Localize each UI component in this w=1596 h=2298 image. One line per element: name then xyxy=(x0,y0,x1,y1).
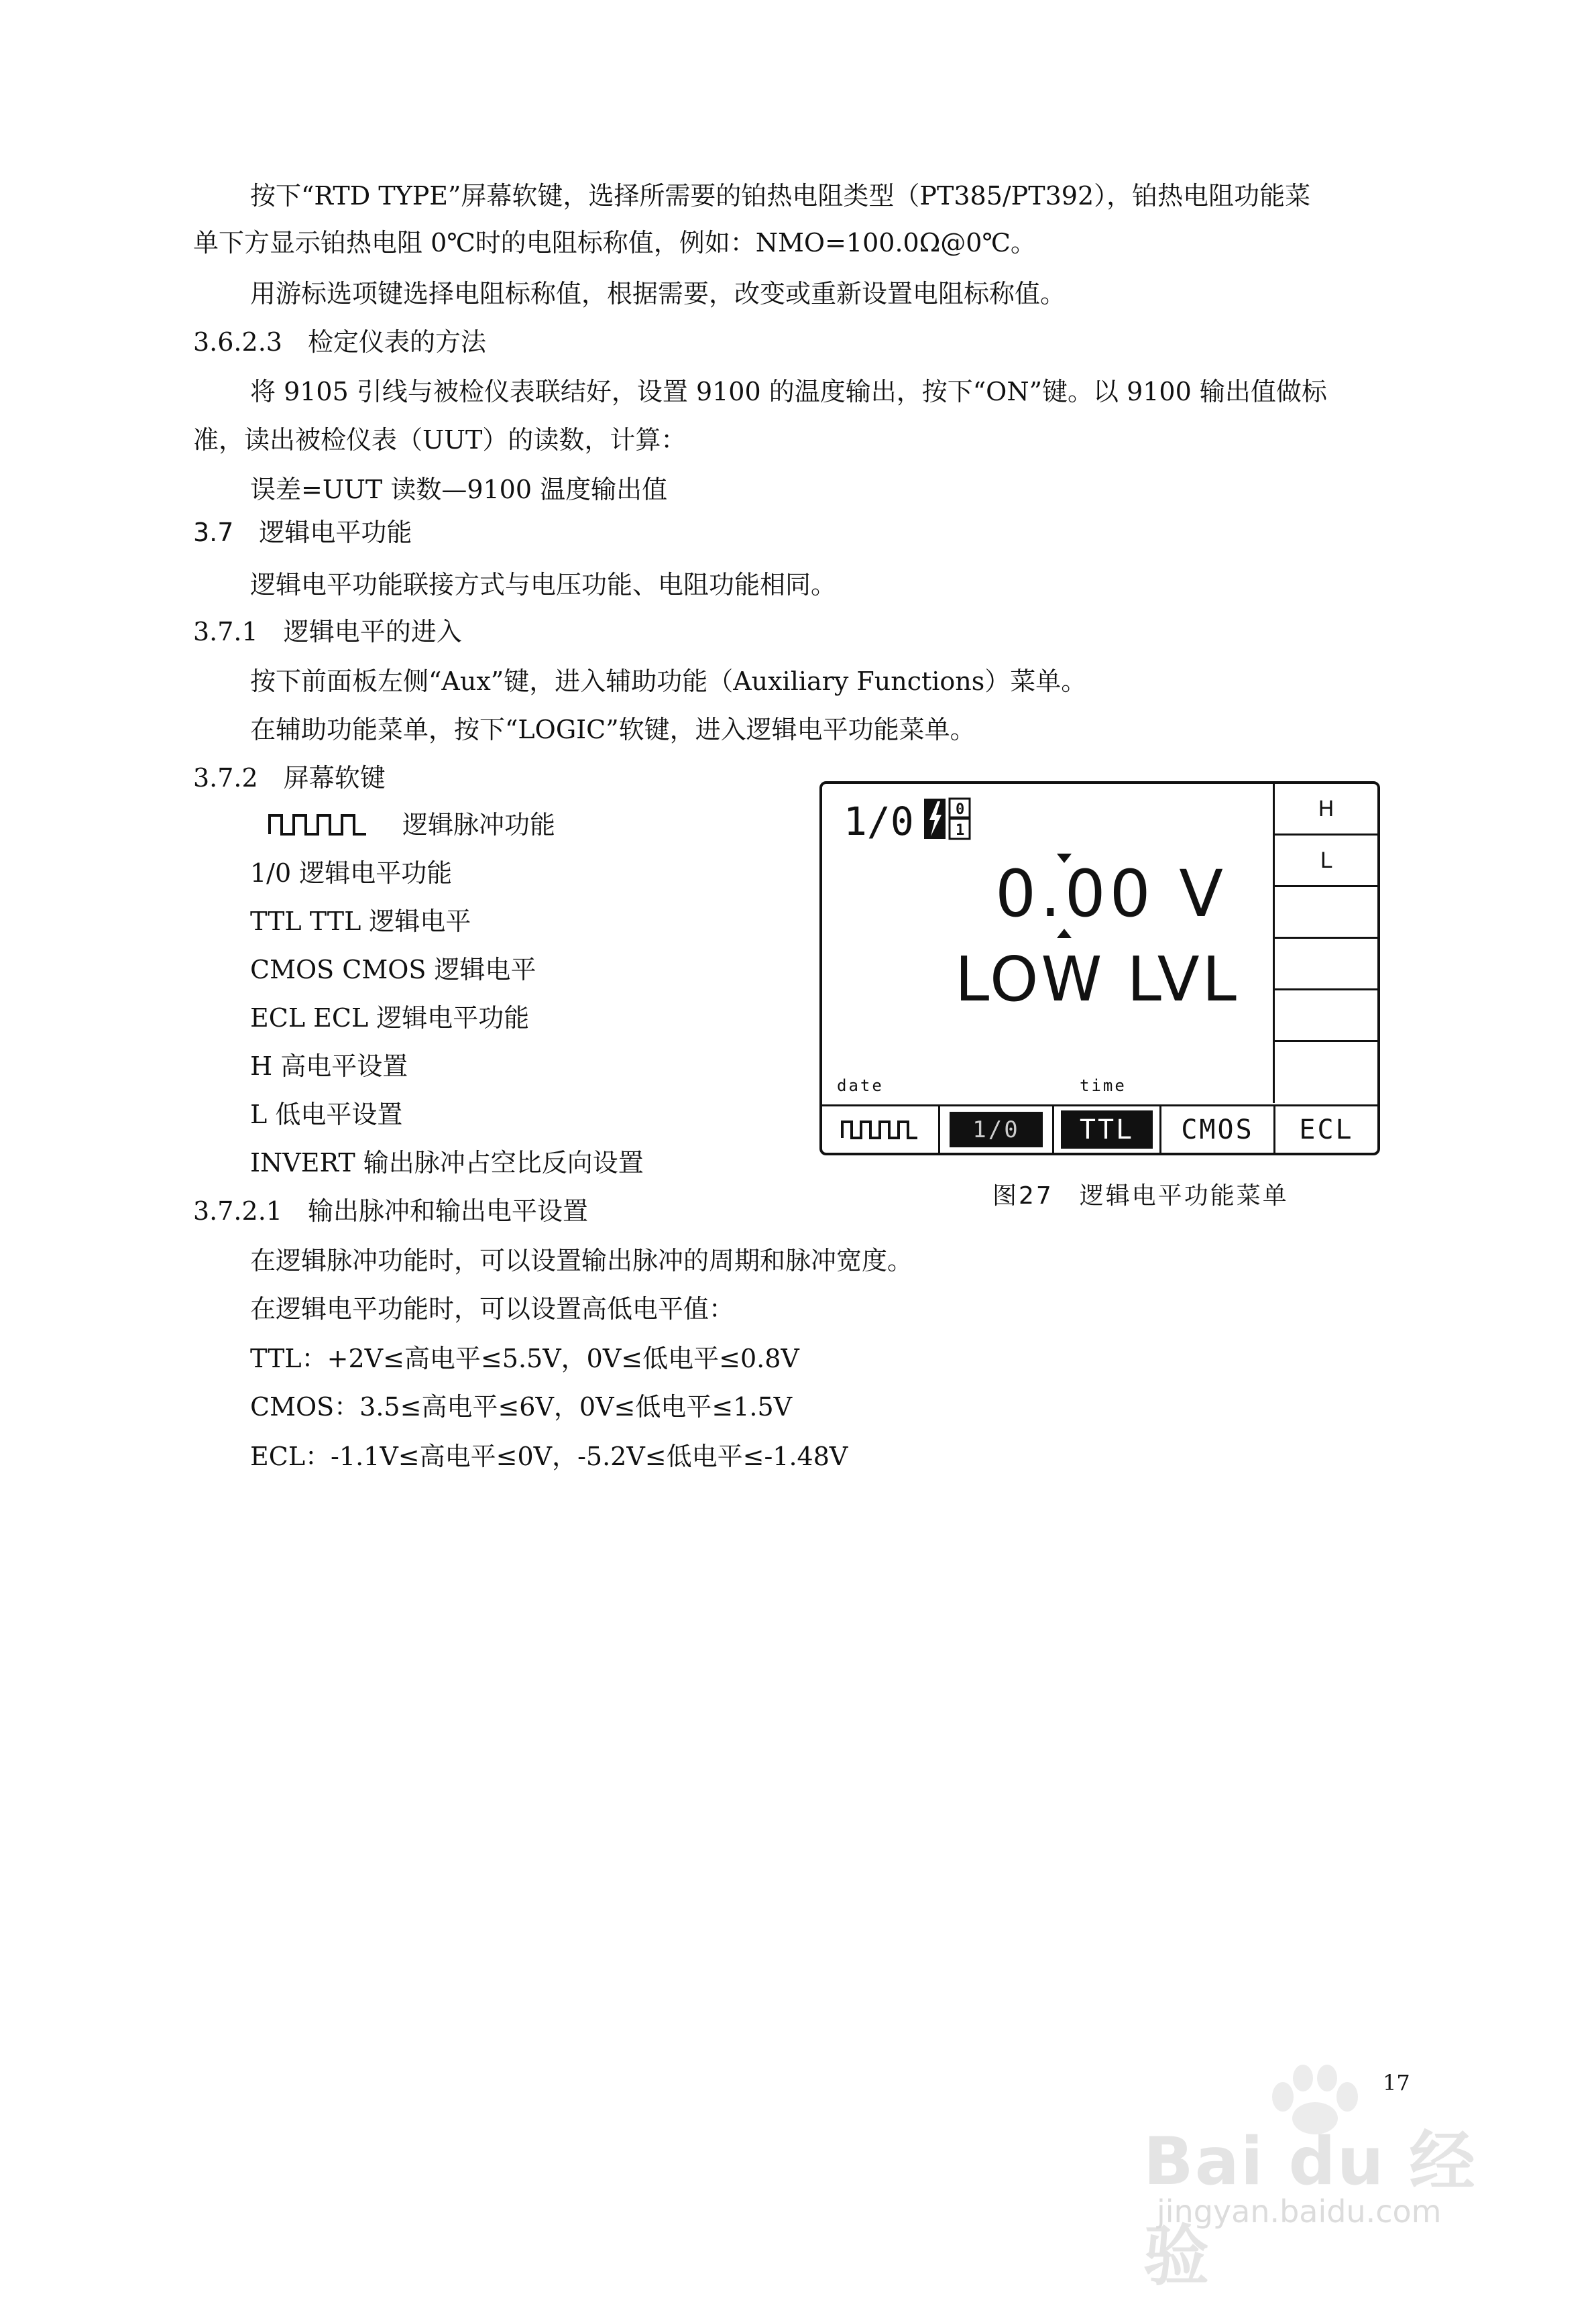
pulse-icon xyxy=(268,813,374,837)
softkey-desc-cmos: CMOS CMOS 逻辑电平 xyxy=(250,955,536,984)
softkey-desc-l: L 低电平设置 xyxy=(250,1100,403,1129)
softkey-desc-1-0: 1/0 逻辑电平功能 xyxy=(250,858,453,888)
softkey-ecl[interactable]: ECL xyxy=(1299,1114,1354,1145)
softkey-ttl-label: TTL xyxy=(1061,1110,1153,1149)
section-heading-3-7-2: 3.7.2 屏幕软键 xyxy=(193,763,386,793)
limits-ttl: TTL：+2V≤高电平≤5.5V，0V≤低电平≤0.8V xyxy=(250,1344,799,1373)
softkey-cmos[interactable]: CMOS xyxy=(1161,1106,1275,1153)
softkey-side-6[interactable] xyxy=(1275,1042,1377,1094)
output-reading: 0.00 V xyxy=(995,856,1227,931)
time-label: time xyxy=(1080,1076,1127,1095)
output-warning-icon xyxy=(923,797,972,842)
lcd-main-area xyxy=(822,784,1273,1104)
bottom-softkeys xyxy=(822,1104,1377,1153)
softkey-desc-h: H 高电平设置 xyxy=(250,1051,408,1081)
figure-caption: 图27 逻辑电平功能菜单 xyxy=(992,1182,1289,1210)
softkey-side-4[interactable] xyxy=(1275,939,1377,990)
softkey-pulse[interactable] xyxy=(822,1106,940,1153)
softkey-desc-ttl: TTL TTL 逻辑电平 xyxy=(250,907,471,936)
watermark-brand: Bai du 经验 xyxy=(1143,2124,1477,2295)
softkey-l[interactable]: L xyxy=(1275,836,1377,887)
body-line-23: 在逻辑脉冲功能时，可以设置输出脉冲的周期和脉冲宽度。 xyxy=(250,1246,913,1275)
date-label: date xyxy=(837,1076,884,1095)
level-status: LOW LVL xyxy=(955,943,1239,1015)
section-heading-3-6-2-3: 3.6.2.3 检定仪表的方法 xyxy=(193,327,486,357)
body-line-9: 逻辑电平功能联接方式与电压功能、电阻功能相同。 xyxy=(250,570,837,599)
pulse-icon xyxy=(841,1118,920,1142)
body-line-6: 准，读出被检仪表（UUT）的读数，计算： xyxy=(193,425,687,455)
section-heading-3-7-2-1: 3.7.2.1 输出脉冲和输出电平设置 xyxy=(193,1196,588,1226)
softkey-h[interactable]: H xyxy=(1275,784,1377,836)
softkey-1-0[interactable] xyxy=(940,1106,1054,1153)
softkey-side-3[interactable] xyxy=(1275,887,1377,939)
mode-indicator: 1/0 xyxy=(844,799,914,844)
body-line-12: 在辅助功能菜单，按下“LOGIC”软键，进入逻辑电平功能菜单。 xyxy=(250,715,976,744)
body-line-5: 将 9105 引线与被检仪表联结好，设置 9100 的温度输出，按下“ON”键。以 9100 输出值做标 xyxy=(250,377,1327,406)
body-line-7: 误差=UUT 读数—9100 温度输出值 xyxy=(250,475,668,504)
softkey-side-5[interactable] xyxy=(1275,990,1377,1042)
softkey-1-0-label: 1/0 xyxy=(950,1112,1043,1147)
body-line-2: 单下方显示铂热电阻 0℃时的电阻标称值，例如：NMO=100.0Ω@0℃。 xyxy=(193,228,1036,257)
softkey-desc-pulse: 逻辑脉冲功能 xyxy=(402,810,556,840)
body-line-11: 按下前面板左侧“Aux”键，进入辅助功能（Auxiliary Functions）菜单。 xyxy=(250,667,1087,696)
baidu-watermark xyxy=(1143,2062,1519,2295)
svg-text:0: 0 xyxy=(956,801,965,818)
lcd-display-figure xyxy=(819,781,1380,1155)
watermark-url: jingyan.baidu.com xyxy=(1157,2193,1442,2230)
softkey-ttl[interactable] xyxy=(1054,1106,1161,1153)
softkey-desc-ecl: ECL ECL 逻辑电平功能 xyxy=(250,1003,530,1033)
section-heading-3-7: 3.7 逻辑电平功能 xyxy=(193,518,412,547)
limits-cmos: CMOS：3.5≤高电平≤6V，0V≤低电平≤1.5V xyxy=(250,1392,793,1422)
body-line-3: 用游标选项键选择电阻标称值，根据需要，改变或重新设置电阻标称值。 xyxy=(250,279,1066,308)
svg-text:1: 1 xyxy=(956,822,965,839)
softkey-desc-invert: INVERT 输出脉冲占空比反向设置 xyxy=(250,1148,644,1177)
side-softkeys xyxy=(1273,784,1377,1103)
body-line-1: 按下“RTD TYPE”屏幕软键，选择所需要的铂热电阻类型（PT385/PT392），铂热电阻功能菜 xyxy=(250,181,1311,211)
body-line-24: 在逻辑电平功能时，可以设置高低电平值： xyxy=(250,1294,735,1324)
section-heading-3-7-1: 3.7.1 逻辑电平的进入 xyxy=(193,617,462,646)
page-number: 17 xyxy=(1383,2070,1410,2095)
limits-ecl: ECL：-1.1V≤高电平≤0V，-5.2V≤低电平≤-1.48V xyxy=(250,1442,848,1471)
